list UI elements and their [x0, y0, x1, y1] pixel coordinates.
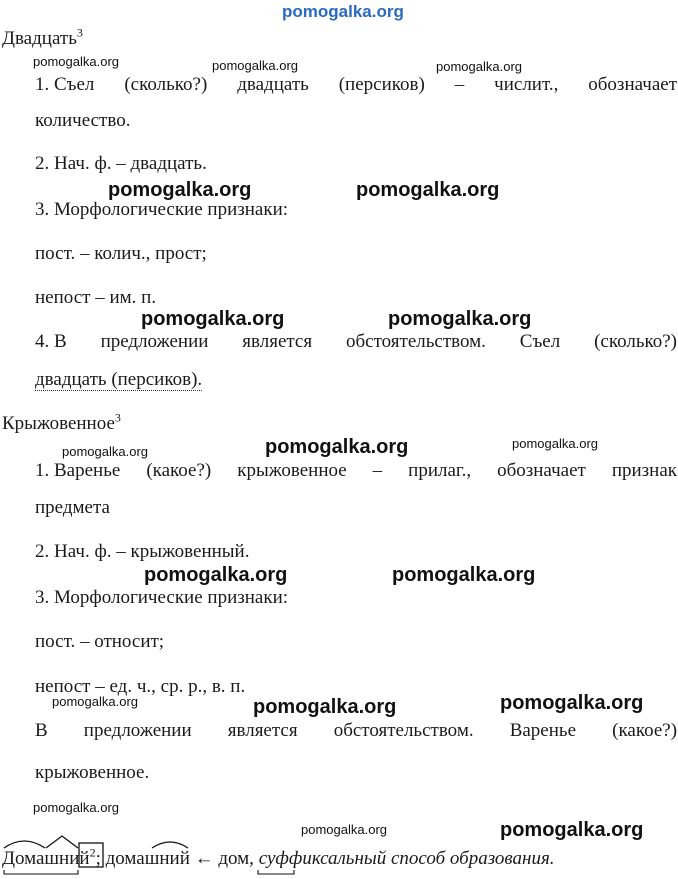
w1-p3: 3. Морфологические признаки:: [35, 199, 289, 220]
watermark: pomogalka.org: [388, 308, 532, 330]
w2-p1-line1: 1. Варенье (какое?) крыжовенное – прилаг., обозначает признак: [35, 460, 678, 481]
w2-p1-line2: предмета: [35, 497, 110, 518]
w1-p2: 2. Нач. ф. – двадцать.: [35, 153, 207, 174]
watermark: pomogalka.org: [512, 436, 598, 451]
watermark: pomogalka.org: [62, 444, 148, 459]
watermark: pomogalka.org: [33, 800, 119, 815]
word3-word: Домашний: [2, 848, 90, 869]
w1-p5: непост – им. п.: [35, 287, 157, 308]
watermark: pomogalka.org: [436, 59, 522, 74]
suffix-hat: [46, 836, 78, 848]
word3-sup: 2: [89, 845, 96, 860]
watermark: pomogalka.org: [144, 564, 288, 586]
w2-p6-line2: крыжовенное.: [35, 762, 150, 783]
word3-method: суффиксальный способ образования.: [258, 848, 555, 869]
w2-p6-line1: В предложении является обстоятельством. Варенье (какое?): [35, 720, 678, 741]
w1-p1-line1: 1. Съел (сколько?) двадцать (персиков) – числит., обозначает: [35, 74, 678, 95]
header-watermark: pomogalka.org: [282, 2, 404, 21]
watermark: pomogalka.org: [52, 694, 138, 709]
watermark: pomogalka.org: [500, 819, 644, 841]
watermark: pomogalka.org: [33, 54, 119, 69]
watermark: pomogalka.org: [392, 564, 536, 586]
base-bracket-2: [258, 870, 294, 874]
root-arc-1: [4, 841, 45, 848]
w1-p1-line2: количество.: [35, 110, 131, 131]
watermark: pomogalka.org: [253, 696, 397, 718]
base-bracket: [4, 870, 78, 874]
watermark: pomogalka.org: [141, 308, 285, 330]
word3-line: [2, 845, 555, 870]
watermark: pomogalka.org: [212, 58, 298, 73]
w2-p4: пост. – относит;: [35, 631, 165, 652]
w2-p3: 3. Морфологические признаки:: [35, 587, 289, 608]
w2-p5: непост – ед. ч., ср. р., в. п.: [35, 676, 246, 697]
word3-middle: ; домашний ← дом,: [95, 848, 254, 869]
watermark: pomogalka.org: [108, 179, 252, 201]
w1-p6-line2: двадцать (персиков).: [35, 369, 203, 390]
w1-p6-line1: 4. В предложении является обстоятельством. Съел (сколько?): [35, 331, 678, 352]
w1-p4: пост. – колич., прост;: [35, 243, 207, 264]
word-title-kryzhovennoe: Крыжовенное$^3$: [2, 410, 121, 434]
watermark: pomogalka.org: [301, 822, 387, 837]
watermark: pomogalka.org: [265, 436, 409, 458]
w2-p2: 2. Нач. ф. – крыжовенный.: [35, 541, 250, 562]
watermark: pomogalka.org: [500, 692, 644, 714]
word-title-dvadtsat: Двадцать$^3$: [2, 25, 83, 49]
watermark: pomogalka.org: [356, 179, 500, 201]
